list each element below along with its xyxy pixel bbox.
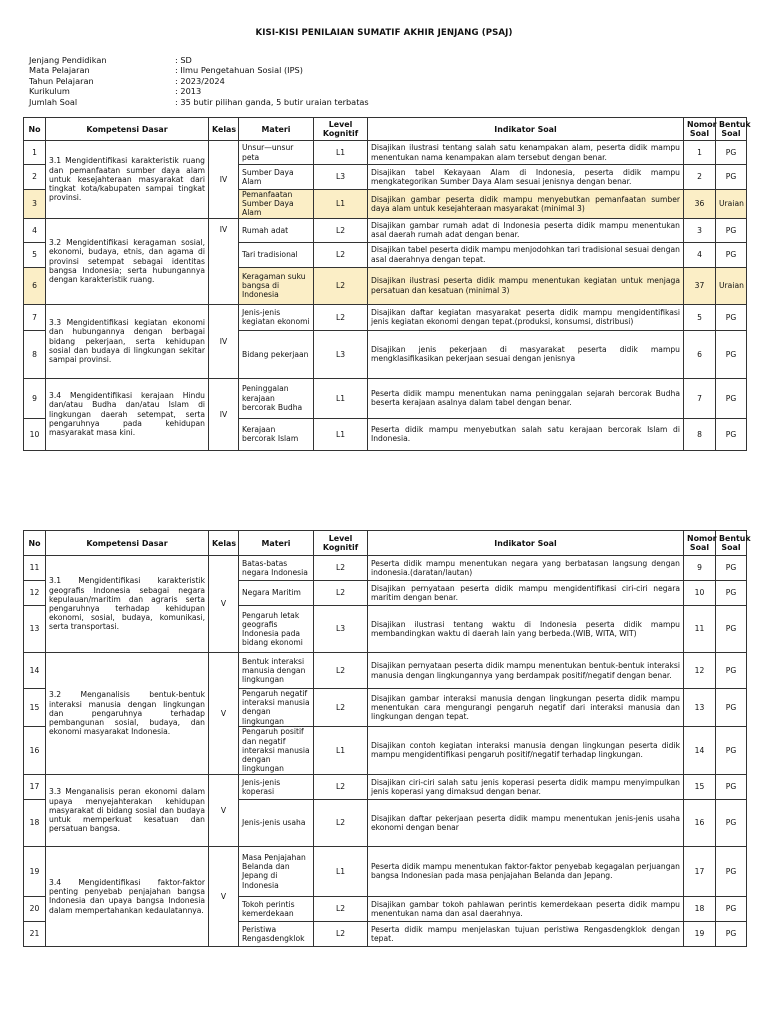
header-indikator-soal: Indikator Soal: [368, 531, 684, 556]
cell-materi: Pemanfaatan Sumber Daya Alam: [239, 190, 314, 219]
cell-level: L2: [314, 896, 368, 921]
cell-indikator: Disajikan ilustrasi tentang salah satu kenampakan alam, peserta didik mampu menentukan nama kenampakan alam tersebut dengan benar.: [368, 141, 684, 165]
cell-level: L1: [314, 846, 368, 896]
cell-kelas: IV: [209, 218, 239, 304]
cell-bentuk: PG: [716, 896, 747, 921]
cell-kompetensi-dasar: 3.2 Mengidentifikasi keragaman sosial, ekonomi, budaya, etnis, dan agama di provinsi setempat sebagai identitas bangsa Indonesia; serta hubungannya dengan karakteristik ruang.: [46, 218, 209, 304]
cell-indikator: Peserta didik mampu menyebutkan salah satu kerajaan bercorak Islam di Indonesia.: [368, 418, 684, 450]
header-nomor-soal: Nomor Soal: [684, 531, 716, 556]
header-kelas: Kelas: [209, 531, 239, 556]
cell-indikator: Disajikan daftar pekerjaan peserta didik mampu menentukan jenis-jenis usaha ekonomi dengan benar: [368, 799, 684, 846]
cell-indikator: Disajikan gambar interaksi manusia dengan lingkungan peserta didik mampu menentukan cara mengurangi pengaruh negatif dari interaksi manusia dan lingkungan dengan tepat.: [368, 689, 684, 727]
cell-no: 20: [24, 896, 46, 921]
cell-materi: Bentuk interaksi manusia dengan lingkungan: [239, 653, 314, 689]
header-kompetensi-dasar: Kompetensi Dasar: [46, 531, 209, 556]
cell-indikator: Disajikan tabel Kekayaan Alam di Indonesia, peserta didik mampu mengkategorikan Sumber Daya Alam sesuai jenisnya dengan benar.: [368, 165, 684, 190]
cell-materi: Pengaruh negatif interaksi manusia dengan lingkungan: [239, 689, 314, 727]
cell-indikator: Peserta didik mampu menjelaskan tujuan peristiwa Rengasdengklok dengan tepat.: [368, 921, 684, 946]
cell-bentuk: PG: [716, 726, 747, 774]
meta-row: [29, 86, 369, 96]
table-header-row: [24, 531, 747, 556]
cell-level: L2: [314, 267, 368, 304]
cell-bentuk: PG: [716, 653, 747, 689]
cell-nomor: 16: [684, 799, 716, 846]
cell-indikator: Disajikan gambar peserta didik mampu menyebutkan pemanfaatan sumber daya alam untuk kesejahteraan masyarakat (minimal 3): [368, 190, 684, 219]
cell-bentuk: PG: [716, 689, 747, 727]
cell-no: 2: [24, 165, 46, 190]
cell-bentuk: PG: [716, 556, 747, 581]
cell-bentuk: PG: [716, 330, 747, 378]
cell-no: 13: [24, 606, 46, 653]
kisi-table-1: [23, 117, 751, 451]
cell-no: 10: [24, 418, 46, 450]
cell-nomor: 6: [684, 330, 716, 378]
cell-no: 8: [24, 330, 46, 378]
cell-no: 7: [24, 304, 46, 330]
cell-nomor: 1: [684, 141, 716, 165]
document-meta: [29, 55, 369, 107]
cell-kelas: V: [209, 653, 239, 775]
cell-level: L1: [314, 378, 368, 418]
cell-level: L1: [314, 726, 368, 774]
meta-label: Kurikulum: [29, 86, 70, 97]
cell-level: L2: [314, 689, 368, 727]
cell-no: 21: [24, 921, 46, 946]
cell-materi: Tokoh perintis kemerdekaan: [239, 896, 314, 921]
meta-label: Jumlah Soal: [29, 96, 78, 107]
cell-indikator: Disajikan gambar tokoh pahlawan perintis kemerdekaan peserta didik mampu menentukan nama dan asal daerahnya.: [368, 896, 684, 921]
cell-materi: Bidang pekerjaan: [239, 330, 314, 378]
cell-bentuk: Uraian: [716, 267, 747, 304]
cell-kompetensi-dasar: 3.3 Mengidentifikasi kegiatan ekonomi dan hubungannya dengan berbagai bidang pekerjaan, serta kehidupan sosial dan budaya di lingkungan sekitar sampai provinsi.: [46, 304, 209, 378]
cell-level: L3: [314, 606, 368, 653]
cell-materi: Jenis-jenis kegiatan ekonomi: [239, 304, 314, 330]
table-row: [24, 556, 747, 581]
cell-materi: Sumber Daya Alam: [239, 165, 314, 190]
cell-level: L2: [314, 556, 368, 581]
cell-bentuk: PG: [716, 165, 747, 190]
cell-materi: Rumah adat: [239, 218, 314, 242]
cell-level: L2: [314, 653, 368, 689]
header-materi: Materi: [239, 118, 314, 141]
cell-indikator: Disajikan jenis pekerjaan di masyarakat peserta didik mampu mengklasifikasikan pekerjaan sesuai dengan jenisnya: [368, 330, 684, 378]
cell-kompetensi-dasar: 3.4 Mengidentifikasi faktor-faktor penting penyebab penjajahan bangsa Indonesia dan upaya bangsa Indonesia dalam mempertahankan kedaulatannya.: [46, 846, 209, 946]
meta-value: : 2023/2024: [175, 75, 225, 86]
cell-materi: Tari tradisional: [239, 242, 314, 267]
meta-row: [29, 55, 369, 65]
table-row: [24, 846, 747, 896]
cell-level: L3: [314, 330, 368, 378]
cell-kelas: V: [209, 846, 239, 946]
cell-indikator: Disajikan gambar rumah adat di Indonesia peserta didik mampu menentukan asal daerah rumah adat dengan benar.: [368, 218, 684, 242]
header-bentuk-soal: Bentuk Soal: [716, 118, 747, 141]
cell-bentuk: PG: [716, 606, 747, 653]
cell-level: L2: [314, 304, 368, 330]
cell-materi: Batas-batas negara Indonesia: [239, 556, 314, 581]
cell-indikator: Disajikan ilustrasi tentang waktu di Indonesia peserta didik mampu membandingkan waktu di daerah lain yang berbeda.(WIB, WITA, WIT): [368, 606, 684, 653]
cell-bentuk: PG: [716, 218, 747, 242]
cell-no: 11: [24, 556, 46, 581]
cell-kelas: IV: [209, 378, 239, 450]
meta-label: Jenjang Pendidikan: [29, 55, 107, 65]
table-header-row: [24, 118, 747, 141]
meta-label: Tahun Pelajaran: [29, 75, 94, 86]
table-row: [24, 774, 747, 799]
header-no: No: [24, 118, 46, 141]
cell-level: L1: [314, 190, 368, 219]
document-title: KISI-KISI PENILAIAN SUMATIF AKHIR JENJANG (PSAJ): [255, 28, 513, 38]
cell-nomor: 37: [684, 267, 716, 304]
cell-bentuk: PG: [716, 846, 747, 896]
cell-nomor: 11: [684, 606, 716, 653]
cell-materi: Unsur—unsur peta: [239, 141, 314, 165]
cell-nomor: 2: [684, 165, 716, 190]
cell-nomor: 14: [684, 726, 716, 774]
meta-row: [29, 76, 369, 86]
meta-value: : SD: [175, 55, 192, 65]
cell-no: 14: [24, 653, 46, 689]
cell-level: L3: [314, 165, 368, 190]
meta-value: : 35 butir pilihan ganda, 5 butir uraian terbatas: [175, 96, 369, 107]
cell-kompetensi-dasar: 3.1 Mengidentifikasi karakteristik ruang dan pemanfaatan sumber daya alam untuk kesejahteraan masyarakat dari tingkat kota/kabupaten sampai tingkat provinsi.: [46, 141, 209, 219]
cell-no: 19: [24, 846, 46, 896]
table-row: [24, 141, 747, 165]
meta-label: Mata Pelajaran: [29, 65, 90, 76]
cell-bentuk: PG: [716, 581, 747, 606]
cell-indikator: Disajikan pernyataan peserta didik mampu mengidentifikasi ciri-ciri negara maritim dengan benar.: [368, 581, 684, 606]
header-nomor-soal: Nomor Soal: [684, 118, 716, 141]
cell-indikator: Disajikan ilustrasi peserta didik mampu menentukan kegiatan untuk menjaga persatuan dan kesatuan (minimal 3): [368, 267, 684, 304]
cell-nomor: 36: [684, 190, 716, 219]
cell-no: 15: [24, 689, 46, 727]
cell-nomor: 12: [684, 653, 716, 689]
cell-no: 5: [24, 242, 46, 267]
meta-row: [29, 97, 369, 107]
cell-indikator: Disajikan contoh kegiatan interaksi manusia dengan lingkungan peserta didik mampu mengidentifikasi pengaruh positif/negatif terhadap lingkungan.: [368, 726, 684, 774]
cell-indikator: Disajikan daftar kegiatan masyarakat peserta didik mampu mengidentifikasi jenis kegiatan ekonomi dengan tepat.(produksi, konsumsi, distribusi): [368, 304, 684, 330]
cell-indikator: Peserta didik mampu menentukan faktor-faktor penyebab kegagalan perjuangan bangsa Indonesian pada masa penjajahan Belanda dan Jepang.: [368, 846, 684, 896]
cell-bentuk: Uraian: [716, 190, 747, 219]
cell-bentuk: PG: [716, 304, 747, 330]
cell-no: 12: [24, 581, 46, 606]
cell-materi: Masa Penjajahan Belanda dan Jepang di Indonesia: [239, 846, 314, 896]
cell-no: 3: [24, 190, 46, 219]
cell-level: L2: [314, 218, 368, 242]
cell-level: L2: [314, 774, 368, 799]
cell-kompetensi-dasar: 3.4 Mengidentifikasi kerajaan Hindu dan/atau Budha dan/atau Islam di lingkungan daerah setempat, serta pengaruhnya pada kehidupan masyarakat masa kini.: [46, 378, 209, 450]
cell-materi: Jenis-jenis koperasi: [239, 774, 314, 799]
cell-bentuk: PG: [716, 418, 747, 450]
table-row: [24, 304, 747, 330]
cell-indikator: Peserta didik mampu menentukan nama peninggalan sejarah bercorak Budha beserta kerajaan asalnya dalam tabel dengan benar.: [368, 378, 684, 418]
cell-nomor: 9: [684, 556, 716, 581]
cell-kompetensi-dasar: 3.3 Menganalisis peran ekonomi dalam upaya menyejahterakan kehidupan masyarakat di bidang sosial dan budaya untuk memperkuat kesatuan dan persatuan bangsa.: [46, 774, 209, 846]
cell-indikator: Disajikan ciri-ciri salah satu jenis koperasi peserta didik mampu menyimpulkan jenis koperasi yang dimaksud dengan benar.: [368, 774, 684, 799]
cell-level: L2: [314, 799, 368, 846]
cell-level: L2: [314, 242, 368, 267]
cell-materi: Negara Maritim: [239, 581, 314, 606]
cell-nomor: 19: [684, 921, 716, 946]
cell-nomor: 10: [684, 581, 716, 606]
cell-bentuk: PG: [716, 774, 747, 799]
table-row: [24, 653, 747, 689]
header-level-kognitif: Level Kognitif: [314, 118, 368, 141]
cell-nomor: 5: [684, 304, 716, 330]
cell-nomor: 8: [684, 418, 716, 450]
cell-kelas: IV: [209, 141, 239, 219]
cell-nomor: 13: [684, 689, 716, 727]
cell-materi: Pengaruh positif dan negatif interaksi manusia dengan lingkungan: [239, 726, 314, 774]
cell-no: 1: [24, 141, 46, 165]
cell-kompetensi-dasar: 3.1 Mengidentifikasi karakteristik geografis Indonesia sebagai negara kepulauan/maritim dan agraris serta pengaruhnya terhadap kehidupan ekonomi, sosial, budaya, komunikasi, serta transportasi.: [46, 556, 209, 653]
header-kelas: Kelas: [209, 118, 239, 141]
cell-level: L1: [314, 141, 368, 165]
cell-no: 4: [24, 218, 46, 242]
cell-indikator: Peserta didik mampu menentukan negara yang berbatasan langsung dengan indonesia.(daratan/lautan): [368, 556, 684, 581]
cell-nomor: 3: [684, 218, 716, 242]
cell-indikator: Disajikan pernyataan peserta didik mampu menentukan bentuk-bentuk interaksi manusia dengan lingkungannya yang berdampak positif/negatif dengan benar.: [368, 653, 684, 689]
header-materi: Materi: [239, 531, 314, 556]
cell-materi: Kerajaan bercorak Islam: [239, 418, 314, 450]
cell-no: 16: [24, 726, 46, 774]
cell-level: L1: [314, 418, 368, 450]
table-row: [24, 378, 747, 418]
cell-no: 9: [24, 378, 46, 418]
cell-materi: Jenis-jenis usaha: [239, 799, 314, 846]
cell-no: 18: [24, 799, 46, 846]
cell-indikator: Disajikan tabel peserta didik mampu menjodohkan tari tradisional sesuai dengan asal daerahnya dengan tepat.: [368, 242, 684, 267]
cell-kelas: IV: [209, 304, 239, 378]
cell-level: L2: [314, 921, 368, 946]
header-no: No: [24, 531, 46, 556]
cell-bentuk: PG: [716, 141, 747, 165]
meta-value: : 2013: [175, 86, 202, 97]
header-kompetensi-dasar: Kompetensi Dasar: [46, 118, 209, 141]
kisi-table-2: [23, 530, 751, 947]
meta-row: [29, 65, 369, 75]
cell-nomor: 15: [684, 774, 716, 799]
cell-nomor: 18: [684, 896, 716, 921]
header-bentuk-soal: Bentuk Soal: [716, 531, 747, 556]
cell-kelas: V: [209, 774, 239, 846]
cell-level: L2: [314, 581, 368, 606]
table-row: [24, 218, 747, 242]
cell-materi: Keragaman suku bangsa di Indonesia: [239, 267, 314, 304]
cell-bentuk: PG: [716, 799, 747, 846]
cell-bentuk: PG: [716, 378, 747, 418]
cell-no: 6: [24, 267, 46, 304]
cell-kelas: V: [209, 556, 239, 653]
header-indikator-soal: Indikator Soal: [368, 118, 684, 141]
cell-nomor: 7: [684, 378, 716, 418]
cell-nomor: 17: [684, 846, 716, 896]
cell-bentuk: PG: [716, 242, 747, 267]
cell-materi: Pengaruh letak geografis Indonesia pada bidang ekonomi: [239, 606, 314, 653]
cell-materi: Peristiwa Rengasdengklok: [239, 921, 314, 946]
cell-kompetensi-dasar: 3.2 Menganalisis bentuk-bentuk interaksi manusia dengan lingkungan dan pengaruhnya terhadap pembangunan sosial, budaya, dan ekonomi masyarakat Indonesia.: [46, 653, 209, 775]
meta-value: : Ilmu Pengetahuan Sosial (IPS): [175, 65, 303, 76]
cell-no: 17: [24, 774, 46, 799]
cell-nomor: 4: [684, 242, 716, 267]
cell-bentuk: PG: [716, 921, 747, 946]
header-level-kognitif: Level Kognitif: [314, 531, 368, 556]
cell-materi: Peninggalan kerajaan bercorak Budha: [239, 378, 314, 418]
